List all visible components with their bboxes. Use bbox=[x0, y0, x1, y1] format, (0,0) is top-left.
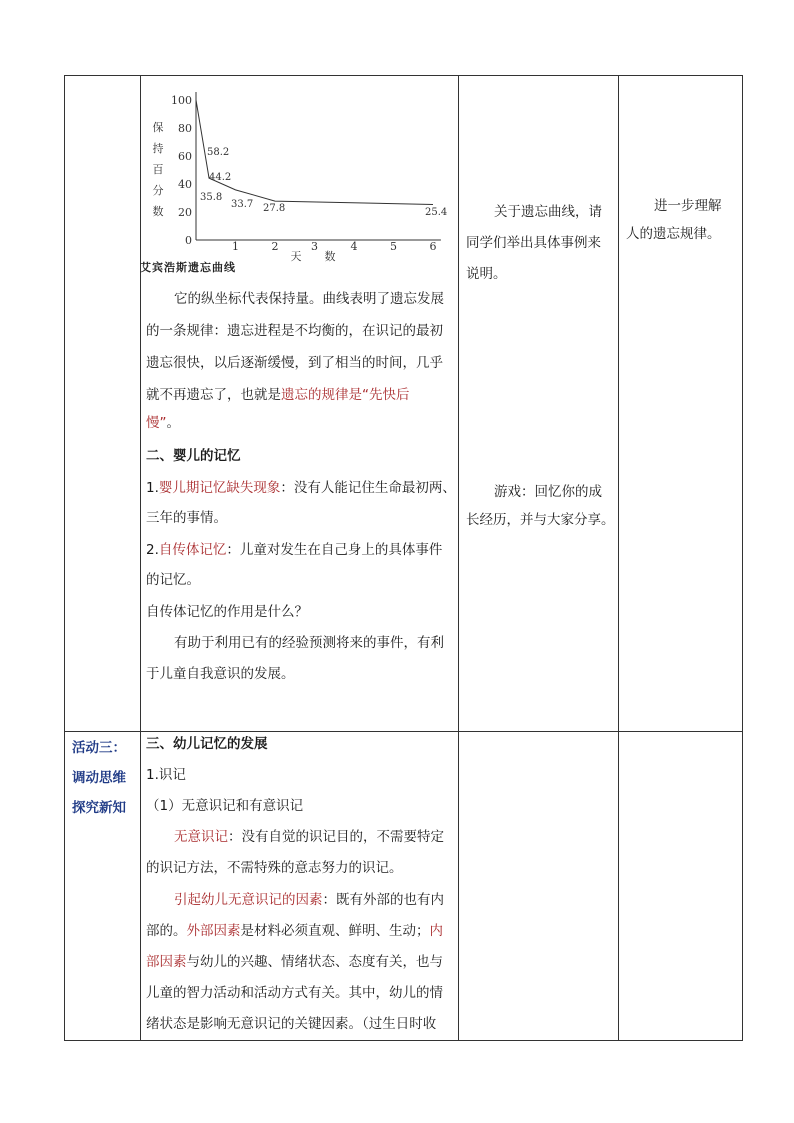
item1-line2: 三年的事情。 bbox=[146, 510, 227, 526]
external-factor-term: 外部因素 bbox=[186, 923, 241, 939]
x-tick-label: 1 bbox=[232, 240, 239, 253]
subheading-intentional: （1）无意识记和有意识记 bbox=[146, 798, 304, 814]
table-col-divider-3 bbox=[618, 75, 619, 1041]
x-axis-label-char: 数 bbox=[324, 250, 336, 263]
x-tick-label: 3 bbox=[311, 240, 318, 253]
table-col-divider-2 bbox=[458, 75, 459, 1041]
x-tick-label: 6 bbox=[429, 240, 437, 253]
chart-title: 艾宾浩斯遗忘曲线 bbox=[140, 261, 236, 274]
factor-text-a: 部的。 bbox=[146, 923, 187, 939]
item2-term: 自传体记忆 bbox=[158, 542, 227, 558]
definition-text: ：没有自觉的识记目的，不需要特定 bbox=[228, 829, 444, 845]
y-tick-label: 0 bbox=[185, 234, 192, 247]
data-label: 44.2 bbox=[209, 172, 232, 183]
internal-factor-term-end: 部因素 bbox=[146, 954, 187, 970]
factor-text: ：既有外部的也有内 bbox=[322, 892, 444, 908]
question-text: 自传体记忆的作用是什么？ bbox=[146, 604, 308, 620]
factor-line3 bbox=[146, 956, 443, 970]
item1-line1 bbox=[146, 482, 456, 496]
y-tick-label: 40 bbox=[178, 178, 192, 191]
forgetting-curve-line bbox=[196, 100, 433, 204]
forgetting-curve-chart bbox=[140, 80, 458, 280]
forgetting-rule-highlight: 遗忘的规律是“先快后 bbox=[281, 387, 410, 403]
y-axis-label-char: 保 bbox=[152, 121, 164, 134]
curve-explanation-line2: 的一条规律：遗忘进程是不均衡的，在识记的最初 bbox=[146, 323, 443, 339]
data-label: 58.2 bbox=[207, 147, 230, 158]
factor-term: 引起幼儿无意识记的因素 bbox=[174, 892, 323, 908]
curve-explanation-line4 bbox=[146, 389, 410, 403]
item1-number: 1. bbox=[146, 480, 159, 496]
x-tick-label: 5 bbox=[390, 240, 397, 253]
sentence-end: 。 bbox=[166, 415, 180, 431]
item2-line2: 的记忆。 bbox=[146, 572, 200, 588]
table-border-top bbox=[64, 75, 743, 76]
discussion-prompt-line1: 关于遗忘曲线，请 bbox=[494, 204, 602, 220]
forgetting-rule-highlight-end: 慢” bbox=[146, 415, 167, 431]
data-label: 27.8 bbox=[263, 203, 286, 214]
y-axis-label-char: 数 bbox=[152, 205, 164, 218]
game-prompt-line2: 长经历，并与大家分享。 bbox=[466, 512, 615, 528]
y-tick-label: 60 bbox=[178, 150, 192, 163]
item1-term: 婴儿期记忆缺失现象 bbox=[158, 480, 281, 496]
x-tick-label: 4 bbox=[350, 240, 358, 253]
activity-label-line2: 调动思维 bbox=[72, 770, 126, 786]
curve-explanation-line3: 遗忘很快，以后逐渐缓慢，到了相当的时间，几乎 bbox=[146, 355, 443, 371]
item2-number: 2. bbox=[146, 542, 159, 558]
y-tick-label: 80 bbox=[178, 122, 192, 135]
y-axis-label-char: 百 bbox=[152, 163, 164, 176]
curve-explanation-text: 就不再遗忘了，也就是 bbox=[146, 387, 281, 403]
activity-label-line1: 活动三： bbox=[72, 740, 126, 756]
definition-line2: 的识记方法，不需特殊的意志努力的识记。 bbox=[146, 860, 403, 876]
game-prompt-line1: 游戏：回忆你的成 bbox=[494, 484, 602, 500]
y-axis-label-char: 持 bbox=[152, 142, 164, 155]
factor-line5: 绪状态是影响无意识记的关键因素。（过生日时收 bbox=[146, 1016, 437, 1032]
learning-goal-line2: 人的遗忘规律。 bbox=[626, 226, 721, 242]
factor-line4: 儿童的智力活动和活动方式有关。其中，幼儿的情 bbox=[146, 985, 443, 1001]
discussion-prompt-line2: 同学们举出具体事例来 bbox=[466, 235, 601, 251]
factor-line1 bbox=[174, 894, 444, 908]
internal-factor-term-start: 内 bbox=[429, 923, 443, 939]
definition-line1 bbox=[174, 831, 444, 845]
data-label: 33.7 bbox=[231, 199, 254, 210]
factor-text-c: 与幼儿的兴趣、情绪状态、态度有关，也与 bbox=[186, 954, 443, 970]
activity-label-line3: 探究新知 bbox=[72, 800, 126, 816]
factor-line2 bbox=[146, 925, 443, 939]
curve-explanation-line1: 它的纵坐标代表保持量。曲线表明了遗忘发展 bbox=[174, 291, 444, 307]
table-border-left bbox=[64, 75, 65, 1041]
y-axis-label-char: 分 bbox=[152, 184, 164, 197]
y-tick-label: 20 bbox=[178, 206, 192, 219]
item2-line1 bbox=[146, 544, 442, 558]
discussion-prompt-line3: 说明。 bbox=[466, 266, 507, 282]
subheading-memorization: 1.识记 bbox=[146, 767, 186, 783]
section-heading-infant-memory: 二、婴儿的记忆 bbox=[146, 448, 241, 464]
section-heading-child-memory: 三、幼儿记忆的发展 bbox=[146, 736, 268, 752]
answer-line2: 于儿童自我意识的发展。 bbox=[146, 666, 295, 682]
x-tick-label: 2 bbox=[271, 240, 279, 253]
answer-line1: 有助于利用已有的经验预测将来的事件，有利 bbox=[174, 635, 444, 651]
learning-goal-line1: 进一步理解 bbox=[654, 198, 722, 214]
x-axis-label-char: 天 bbox=[290, 250, 302, 263]
table-border-right bbox=[742, 75, 743, 1041]
definition-term: 无意识记 bbox=[174, 829, 228, 845]
factor-text-b: 是材料必须直观、鲜明、生动； bbox=[240, 923, 430, 939]
y-tick-label: 100 bbox=[171, 94, 192, 107]
table-border-bottom bbox=[64, 1040, 743, 1041]
curve-explanation-line5 bbox=[146, 417, 180, 431]
data-label: 35.8 bbox=[200, 192, 223, 203]
item1-definition: ：没有人能记住生命最初两、 bbox=[280, 480, 456, 496]
item2-definition: ：儿童对发生在自己身上的具体事件 bbox=[226, 542, 443, 558]
table-row-divider bbox=[64, 731, 743, 732]
data-label: 25.4 bbox=[425, 207, 448, 218]
